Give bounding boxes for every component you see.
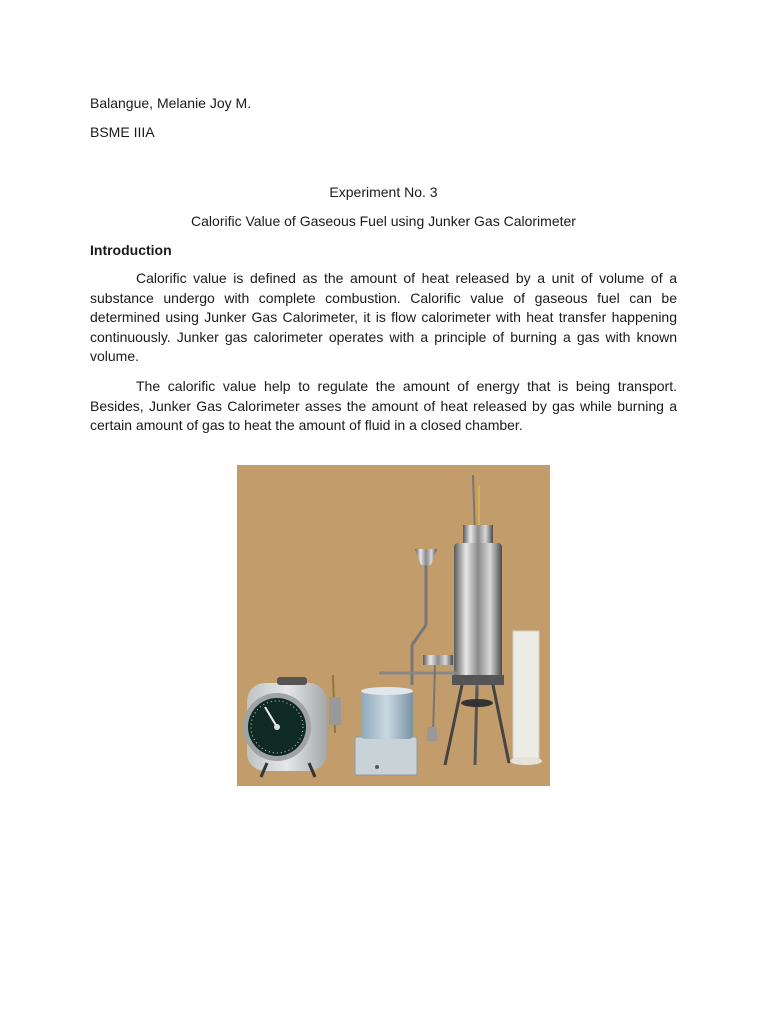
calorimeter-photo: [237, 465, 550, 786]
section-heading: Introduction: [90, 242, 172, 258]
water-vessel: [355, 687, 417, 775]
author-name: Balangue, Melanie Joy M.: [90, 95, 252, 111]
experiment-number: Experiment No. 3: [329, 184, 438, 200]
intro-paragraph-2: The calorific value help to regulate the amount of energy that is being transport. Besides, Junker Gas Calorimeter asses the amount of heat released by gas while burning a certain amount of gas to heat the amount of fluid in a closed chamber.: [90, 378, 677, 433]
intro-paragraph-1: Calorific value is defined as the amount of heat released by a unit of volume of a substance undergo with complete combustion. Calorific value of gaseous fuel can be determined using Junker Gas Calorimeter, it is flow calorimeter with heat transfer happening continuously. Junker gas calorimeter operates with a principle of burning a gas with known volume.: [90, 270, 677, 364]
measuring-cylinder: [510, 631, 542, 765]
author-section: BSME IIIA: [90, 124, 155, 140]
experiment-title: Calorific Value of Gaseous Fuel using Junker Gas Calorimeter: [191, 213, 576, 229]
